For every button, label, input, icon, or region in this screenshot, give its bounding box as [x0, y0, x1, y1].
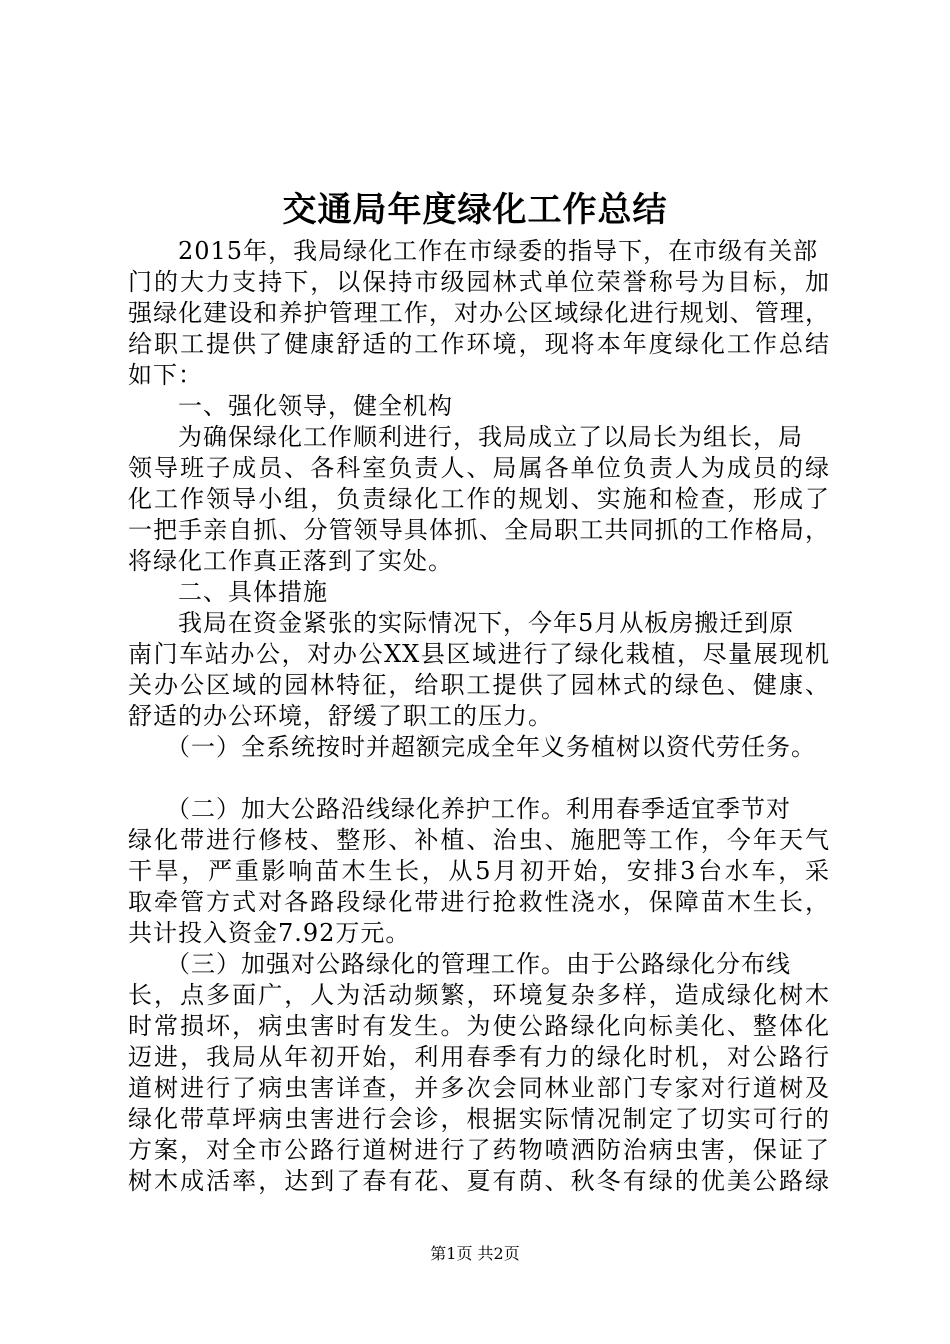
text-line: 关办公区域的园林特征，给职工提供了园林式的绿色、健康、 — [128, 671, 830, 699]
text-line: 时常损坏，病虫害时有发生。为使公路绿化向标美化、整体化 — [128, 1012, 830, 1040]
text-line: 长，点多面广，人为活动频繁，环境复杂多样，造成绿化树木 — [128, 981, 830, 1009]
text-line: 强绿化建设和养护管理工作，对办公区域绿化进行规划、管理， — [128, 299, 830, 327]
text-line: 如下： — [128, 361, 203, 389]
text-line: （二）加大公路沿线绿化养护工作。利用春季适宜季节对 — [128, 795, 791, 823]
text-line: 树木成活率，达到了春有花、夏有荫、秋冬有绿的优美公路绿 — [128, 1167, 830, 1195]
text-line: 将绿化工作真正落到了实处。 — [128, 547, 453, 575]
text-line: 舒适的办公环境，舒缓了职工的压力。 — [128, 702, 553, 730]
text-line: 领导班子成员、各科室负责人、局属各单位负责人为成员的绿 — [128, 454, 830, 482]
section-heading: 二、具体措施 — [128, 578, 328, 606]
text-line: 我局在资金紧张的实际情况下，今年5月从板房搬迁到原 — [128, 609, 795, 637]
text-line: 门的大力支持下，以保持市级园林式单位荣誉称号为目标，加 — [128, 268, 830, 296]
text-line: 2015年，我局绿化工作在市绿委的指导下，在市级有关部 — [128, 237, 819, 265]
text-line: 南门车站办公，对办公XX县区域进行了绿化栽植，尽量展现机 — [128, 640, 830, 668]
text-line: 给职工提供了健康舒适的工作环境，现将本年度绿化工作总结 — [128, 330, 830, 358]
text-line: 为确保绿化工作顺利进行，我局成立了以局长为组长，局 — [128, 423, 803, 451]
document-title: 交通局年度绿化工作总结 — [282, 190, 668, 230]
document-body — [128, 236, 830, 1197]
text-line: 干旱，严重影响苗木生长，从5月初开始，安排3台水车，采 — [128, 857, 830, 885]
text-line: 共计投入资金7.92万元。 — [128, 919, 411, 947]
text-line: 方案，对全市公路行道树进行了药物喷洒防治病虫害，保证了 — [128, 1136, 830, 1164]
blank-line — [128, 763, 830, 794]
text-line: 道树进行了病虫害详查，并多次会同林业部门专家对行道树及 — [128, 1074, 830, 1102]
text-line: 绿化带草坪病虫害进行会诊，根据实际情况制定了切实可行的 — [128, 1105, 830, 1133]
text-line: （一）全系统按时并超额完成全年义务植树以资代劳任务。 — [128, 733, 816, 761]
text-line: 一把手亲自抓、分管领导具体抓、全局职工共同抓的工作格局， — [128, 516, 830, 544]
text-line: 绿化带进行修枝、整形、补植、治虫、施肥等工作，今年天气 — [128, 826, 830, 854]
page-footer: 第1页 共2页 — [430, 1244, 520, 1263]
section-heading: 一、强化领导，健全机构 — [128, 392, 453, 420]
text-line: 迈进，我局从年初开始，利用春季有力的绿化时机，对公路行 — [128, 1043, 830, 1071]
text-line: （三）加强对公路绿化的管理工作。由于公路绿化分布线 — [128, 950, 791, 978]
text-line: 取牵管方式对各路段绿化带进行抢救性浇水，保障苗木生长， — [128, 888, 830, 916]
text-line: 化工作领导小组，负责绿化工作的规划、实施和检查，形成了 — [128, 485, 830, 513]
